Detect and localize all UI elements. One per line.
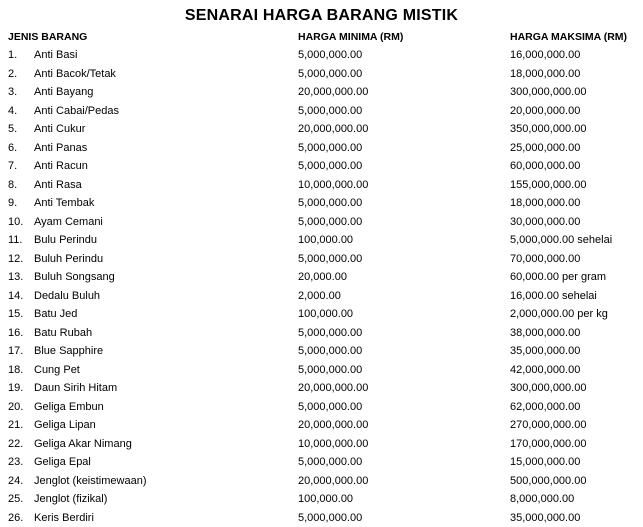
max-price: 2,000,000.00 per kg (510, 308, 608, 320)
table-row (0, 83, 643, 102)
row-number: 15. (8, 308, 24, 320)
item-name: Anti Panas (34, 141, 88, 154)
max-price: 18,000,000.00 (510, 197, 581, 209)
max-price: 30,000,000.00 (510, 215, 581, 228)
min-price: 20,000,000.00 (298, 123, 369, 135)
item-name: Anti Rasa (34, 178, 82, 191)
min-price: 10,000,000.00 (298, 437, 369, 450)
table-row (0, 509, 643, 527)
max-price: 300,000,000.00 (510, 382, 587, 394)
item-name: Daun Sirih Hitam (34, 382, 118, 394)
item-name: Buluh Perindu (34, 252, 104, 265)
row-number: 4. (8, 104, 18, 117)
min-price: 20,000,000.00 (298, 86, 369, 98)
table-row (0, 65, 643, 84)
item-name: Anti Racun (34, 160, 88, 172)
min-price: 20,000,000.00 (298, 474, 369, 487)
item-name: Anti Bayang (34, 86, 94, 98)
min-price: 5,000,000.00 (298, 511, 363, 524)
table-row (0, 46, 643, 65)
max-price: 20,000,000.00 (510, 104, 581, 117)
row-number: 8. (8, 178, 18, 191)
min-price: 5,000,000.00 (298, 197, 363, 209)
max-price: 42,000,000.00 (510, 363, 581, 376)
row-number: 12. (8, 252, 24, 265)
max-price: 35,000,000.00 (510, 345, 581, 357)
table-row (0, 305, 643, 324)
min-price: 2,000.00 (298, 289, 341, 302)
header-max-price: HARGA MAKSIMA (RM) (510, 31, 628, 43)
row-number: 23. (8, 456, 24, 468)
max-price: 155,000,000.00 (510, 178, 587, 191)
item-name: Keris Berdiri (34, 511, 94, 524)
item-name: Jenglot (fizikal) (34, 493, 108, 505)
item-name: Dedalu Buluh (34, 289, 101, 302)
row-number: 25. (8, 493, 24, 505)
item-name: Cung Pet (34, 363, 80, 376)
min-price: 20,000.00 (298, 271, 347, 283)
header-item: JENIS BARANG (8, 31, 88, 43)
max-price: 38,000,000.00 (510, 326, 581, 339)
max-price: 350,000,000.00 (510, 123, 587, 135)
item-name: Anti Tembak (34, 197, 95, 209)
row-number: 24. (8, 474, 24, 487)
table-body (0, 46, 643, 527)
min-price: 5,000,000.00 (298, 363, 363, 376)
max-price: 60,000,000.00 (510, 160, 581, 172)
min-price: 5,000,000.00 (298, 160, 363, 172)
min-price: 5,000,000.00 (298, 400, 363, 413)
max-price: 25,000,000.00 (510, 141, 581, 154)
row-number: 5. (8, 123, 18, 135)
row-number: 7. (8, 160, 18, 172)
max-price: 5,000,000.00 sehelai (510, 234, 613, 246)
table-row (0, 176, 643, 195)
row-number: 16. (8, 326, 24, 339)
item-name: Anti Cabai/Pedas (34, 104, 119, 117)
item-name: Anti Basi (34, 49, 78, 61)
item-name: Geliga Akar Nimang (34, 437, 132, 450)
header-min-price: HARGA MINIMA (RM) (298, 31, 404, 43)
table-row (0, 120, 643, 139)
item-name: Geliga Epal (34, 456, 91, 468)
row-number: 13. (8, 271, 24, 283)
table-row (0, 157, 643, 176)
item-name: Geliga Lipan (34, 419, 96, 431)
table-row (0, 453, 643, 472)
table-row (0, 139, 643, 158)
min-price: 100,000.00 (298, 493, 354, 505)
table-row (0, 231, 643, 250)
min-price: 5,000,000.00 (298, 252, 363, 265)
min-price: 5,000,000.00 (298, 67, 363, 80)
row-number: 6. (8, 141, 18, 154)
max-price: 70,000,000.00 (510, 252, 581, 265)
row-number: 19. (8, 382, 24, 394)
price-table (0, 29, 643, 527)
table-row (0, 379, 643, 398)
min-price: 20,000,000.00 (298, 382, 369, 394)
max-price: 500,000,000.00 (510, 474, 587, 487)
table-row (0, 102, 643, 121)
item-name: Ayam Cemani (34, 215, 103, 228)
item-name: Anti Cukur (34, 123, 86, 135)
max-price: 16,000,000.00 (510, 49, 581, 61)
min-price: 10,000,000.00 (298, 178, 369, 191)
max-price: 8,000,000.00 (510, 493, 575, 505)
min-price: 5,000,000.00 (298, 326, 363, 339)
min-price: 5,000,000.00 (298, 49, 363, 61)
min-price: 20,000,000.00 (298, 419, 369, 431)
item-name: Anti Bacok/Tetak (34, 67, 116, 80)
item-name: Bulu Perindu (34, 234, 97, 246)
table-row (0, 287, 643, 306)
table-row (0, 194, 643, 213)
table-row (0, 490, 643, 509)
item-name: Buluh Songsang (34, 271, 115, 283)
item-name: Geliga Embun (34, 400, 104, 413)
row-number: 26. (8, 511, 24, 524)
item-name: Batu Rubah (34, 326, 93, 339)
row-number: 20. (8, 400, 24, 413)
table-row (0, 472, 643, 491)
row-number: 10. (8, 215, 24, 228)
table-row (0, 250, 643, 269)
min-price: 100,000.00 (298, 308, 354, 320)
max-price: 15,000,000.00 (510, 456, 581, 468)
min-price: 5,000,000.00 (298, 215, 363, 228)
item-name: Blue Sapphire (34, 345, 104, 357)
row-number: 14. (8, 289, 24, 302)
row-number: 21. (8, 419, 24, 431)
table-row (0, 268, 643, 287)
max-price: 60,000.00 per gram (510, 271, 607, 283)
max-price: 270,000,000.00 (510, 419, 587, 431)
row-number: 17. (8, 345, 24, 357)
max-price: 16,000.00 sehelai (510, 289, 597, 302)
min-price: 5,000,000.00 (298, 456, 363, 468)
min-price: 5,000,000.00 (298, 104, 363, 117)
row-number: 3. (8, 86, 18, 98)
item-name: Jenglot (keistimewaan) (34, 474, 147, 487)
table-row (0, 398, 643, 417)
max-price: 62,000,000.00 (510, 400, 581, 413)
row-number: 2. (8, 67, 18, 80)
max-price: 18,000,000.00 (510, 67, 581, 80)
table-row (0, 213, 643, 232)
table-row (0, 342, 643, 361)
row-number: 9. (8, 197, 18, 209)
row-number: 22. (8, 437, 24, 450)
max-price: 300,000,000.00 (510, 86, 587, 98)
min-price: 5,000,000.00 (298, 345, 363, 357)
table-row (0, 324, 643, 343)
table-header-row (0, 29, 643, 46)
page-title: SENARAI HARGA BARANG MISTIK (184, 7, 459, 24)
max-price: 170,000,000.00 (510, 437, 587, 450)
row-number: 11. (8, 234, 23, 246)
item-name: Batu Jed (34, 308, 78, 320)
table-row (0, 435, 643, 454)
row-number: 1. (8, 49, 18, 61)
max-price: 35,000,000.00 (510, 511, 581, 524)
table-row (0, 361, 643, 380)
min-price: 100,000.00 (298, 234, 354, 246)
table-row (0, 416, 643, 435)
row-number: 18. (8, 363, 24, 376)
min-price: 5,000,000.00 (298, 141, 363, 154)
